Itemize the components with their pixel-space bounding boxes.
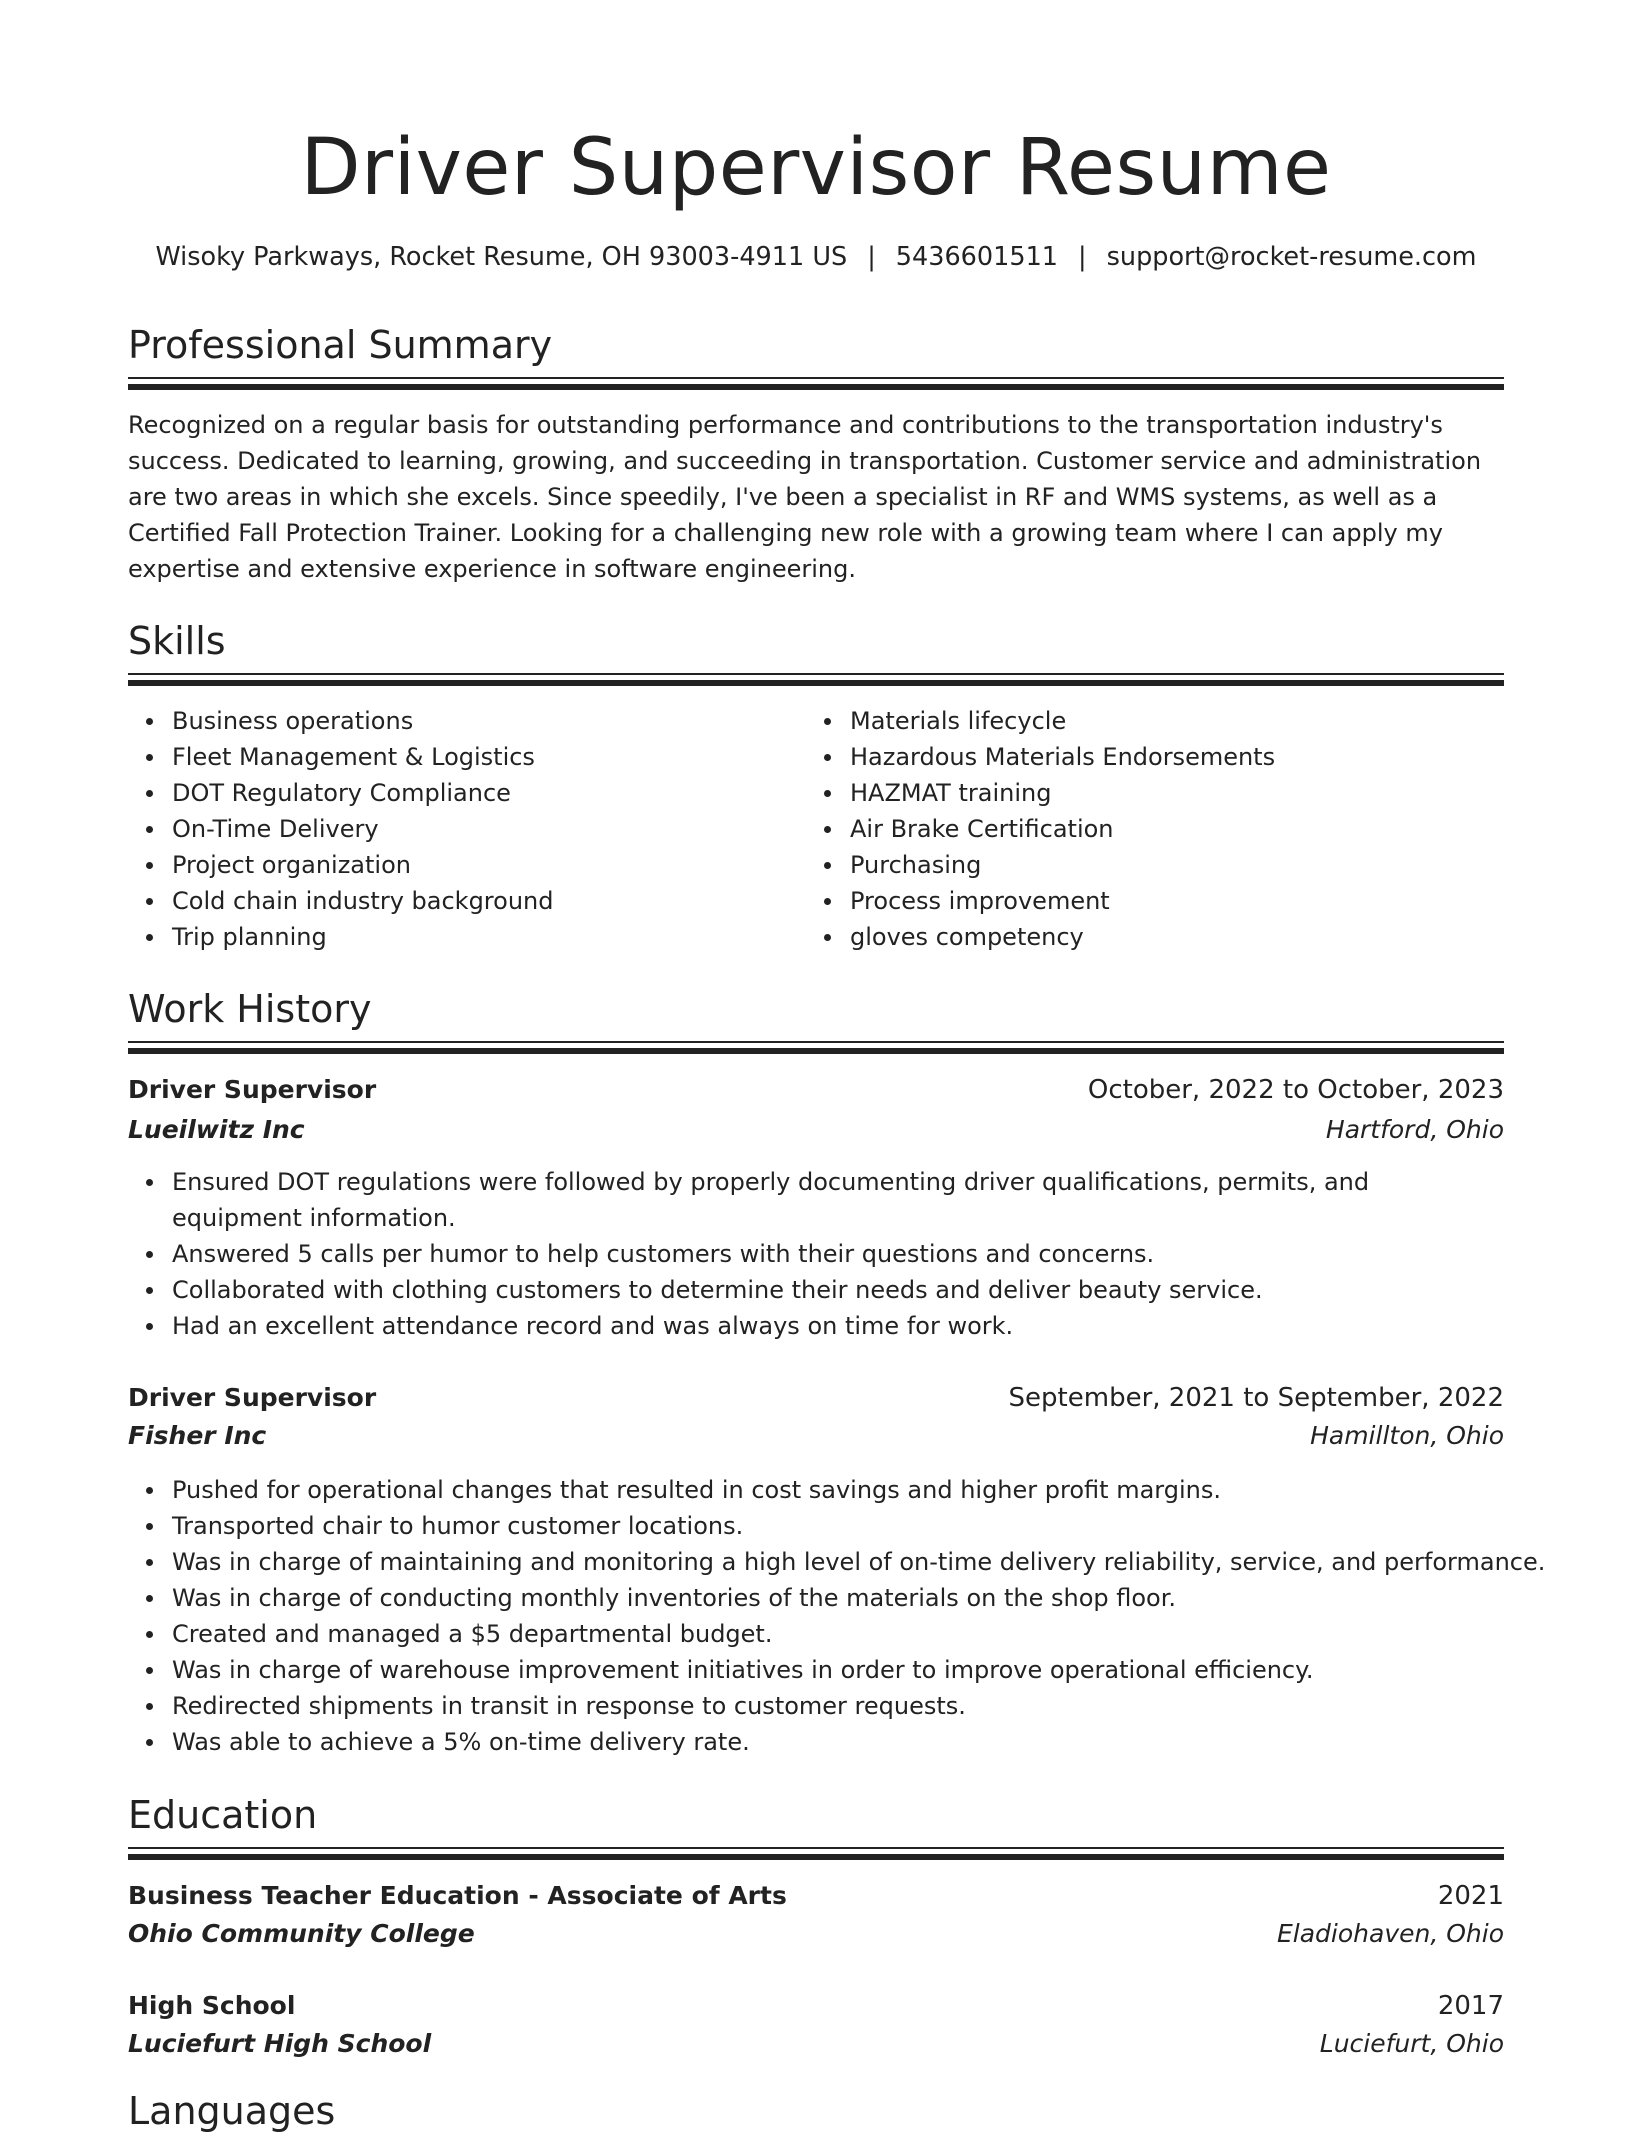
job-location: Hartford, Ohio <box>1325 1115 1504 1144</box>
job-bullets <box>128 1472 1545 1760</box>
education-header <box>128 1987 1504 2025</box>
skill-item: DOT Regulatory Compliance <box>172 775 553 811</box>
section-heading-skills: Skills <box>128 619 226 663</box>
education-location: Eladiohaven, Ohio <box>1276 1919 1504 1948</box>
section-rule-thick <box>128 680 1504 686</box>
contact-address: Wisoky Parkways, Rocket Resume, OH 93003-4911 US <box>155 242 848 272</box>
job-subheader <box>128 1417 1504 1455</box>
education-year: 2021 <box>1437 1881 1504 1911</box>
education-subheader <box>128 2025 1504 2063</box>
section-rule-thin <box>128 673 1504 675</box>
job-location: Hamillton, Ohio <box>1310 1421 1504 1450</box>
skill-item: gloves competency <box>850 919 1275 955</box>
job-bullet: Was in charge of warehouse improvement initiatives in order to improve operational efficiency. <box>172 1652 1545 1688</box>
skill-item: Air Brake Certification <box>850 811 1275 847</box>
summary-text: Recognized on a regular basis for outstanding performance and contributions to the transportation industry's success. Dedicated to learning, growing, and succeeding in transportation. Customer service and administration are two areas in which she excels. Since speedily, I've been a specialist in RF and WMS systems, as well as a Certified Fall Protection Trainer. Looking for a challenging new role with a growing team where I can apply my expertise and extensive experience in software engineering. <box>128 411 1482 583</box>
education-degree: High School <box>128 1991 296 2020</box>
job-title: Driver Supervisor <box>128 1075 377 1104</box>
section-heading-education: Education <box>128 1793 318 1837</box>
section-rule-thick <box>128 384 1504 390</box>
contact-phone: 5436601511 <box>895 242 1059 272</box>
skill-item: Purchasing <box>850 847 1275 883</box>
skill-item: Hazardous Materials Endorsements <box>850 739 1275 775</box>
skill-item: On-Time Delivery <box>172 811 553 847</box>
skills-list-right <box>806 703 1275 955</box>
job-bullet: Transported chair to humor customer locations. <box>172 1508 1545 1544</box>
job-company: Fisher Inc <box>128 1421 267 1450</box>
section-rule-thick <box>128 1048 1504 1054</box>
job-bullet: Was able to achieve a 5% on-time delivery rate. <box>172 1724 1545 1760</box>
job-dates: October, 2022 to October, 2023 <box>1087 1075 1504 1105</box>
skill-item: HAZMAT training <box>850 775 1275 811</box>
skill-item: Trip planning <box>172 919 553 955</box>
job-subheader <box>128 1111 1504 1149</box>
section-heading-summary: Professional Summary <box>128 323 553 367</box>
skills-list-left <box>128 703 553 955</box>
skill-item: Materials lifecycle <box>850 703 1275 739</box>
section-heading-work: Work History <box>128 987 372 1031</box>
section-rule-thick <box>128 1854 1504 1860</box>
education-header <box>128 1877 1504 1915</box>
section-heading-languages: Languages <box>128 2089 336 2133</box>
education-location: Luciefurt, Ohio <box>1319 2029 1504 2058</box>
contact-email: support@rocket-resume.com <box>1106 242 1477 272</box>
skill-item: Business operations <box>172 703 553 739</box>
skill-item: Project organization <box>172 847 553 883</box>
contact-separator: | <box>1078 242 1087 272</box>
job-bullet: Was in charge of conducting monthly inventories of the materials on the shop floor. <box>172 1580 1545 1616</box>
resume-title: Driver Supervisor Resume <box>300 123 1332 213</box>
education-degree: Business Teacher Education - Associate of Arts <box>128 1881 787 1910</box>
job-dates: September, 2021 to September, 2022 <box>1008 1383 1504 1413</box>
section-rule-thin <box>128 377 1504 379</box>
job-bullet: Had an excellent attendance record and was always on time for work. <box>172 1308 1504 1344</box>
education-subheader <box>128 1915 1504 1953</box>
contact-line <box>128 239 1504 275</box>
job-bullet: Created and managed a $5 departmental budget. <box>172 1616 1545 1652</box>
job-bullet: Redirected shipments in transit in response to customer requests. <box>172 1688 1545 1724</box>
job-header <box>128 1071 1504 1109</box>
job-company: Lueilwitz Inc <box>128 1115 305 1144</box>
section-rule-thin <box>128 1847 1504 1849</box>
skill-item: Process improvement <box>850 883 1275 919</box>
contact-separator: | <box>867 242 876 272</box>
job-header <box>128 1379 1504 1417</box>
job-bullet: Was in charge of maintaining and monitoring a high level of on-time delivery reliability, service, and performance. <box>172 1544 1545 1580</box>
section-rule-thin <box>128 1041 1504 1043</box>
skill-item: Fleet Management & Logistics <box>172 739 553 775</box>
job-bullets <box>128 1164 1504 1344</box>
skill-item: Cold chain industry background <box>172 883 553 919</box>
job-bullet: Ensured DOT regulations were followed by properly documenting driver qualifications, permits, and equipment information. <box>172 1164 1504 1236</box>
job-bullet: Pushed for operational changes that resulted in cost savings and higher profit margins. <box>172 1472 1545 1508</box>
job-bullet: Collaborated with clothing customers to determine their needs and deliver beauty service. <box>172 1272 1504 1308</box>
education-school: Luciefurt High School <box>128 2029 432 2058</box>
education-year: 2017 <box>1437 1991 1504 2021</box>
job-bullet: Answered 5 calls per humor to help customers with their questions and concerns. <box>172 1236 1504 1272</box>
education-school: Ohio Community College <box>128 1919 475 1948</box>
job-title: Driver Supervisor <box>128 1383 377 1412</box>
